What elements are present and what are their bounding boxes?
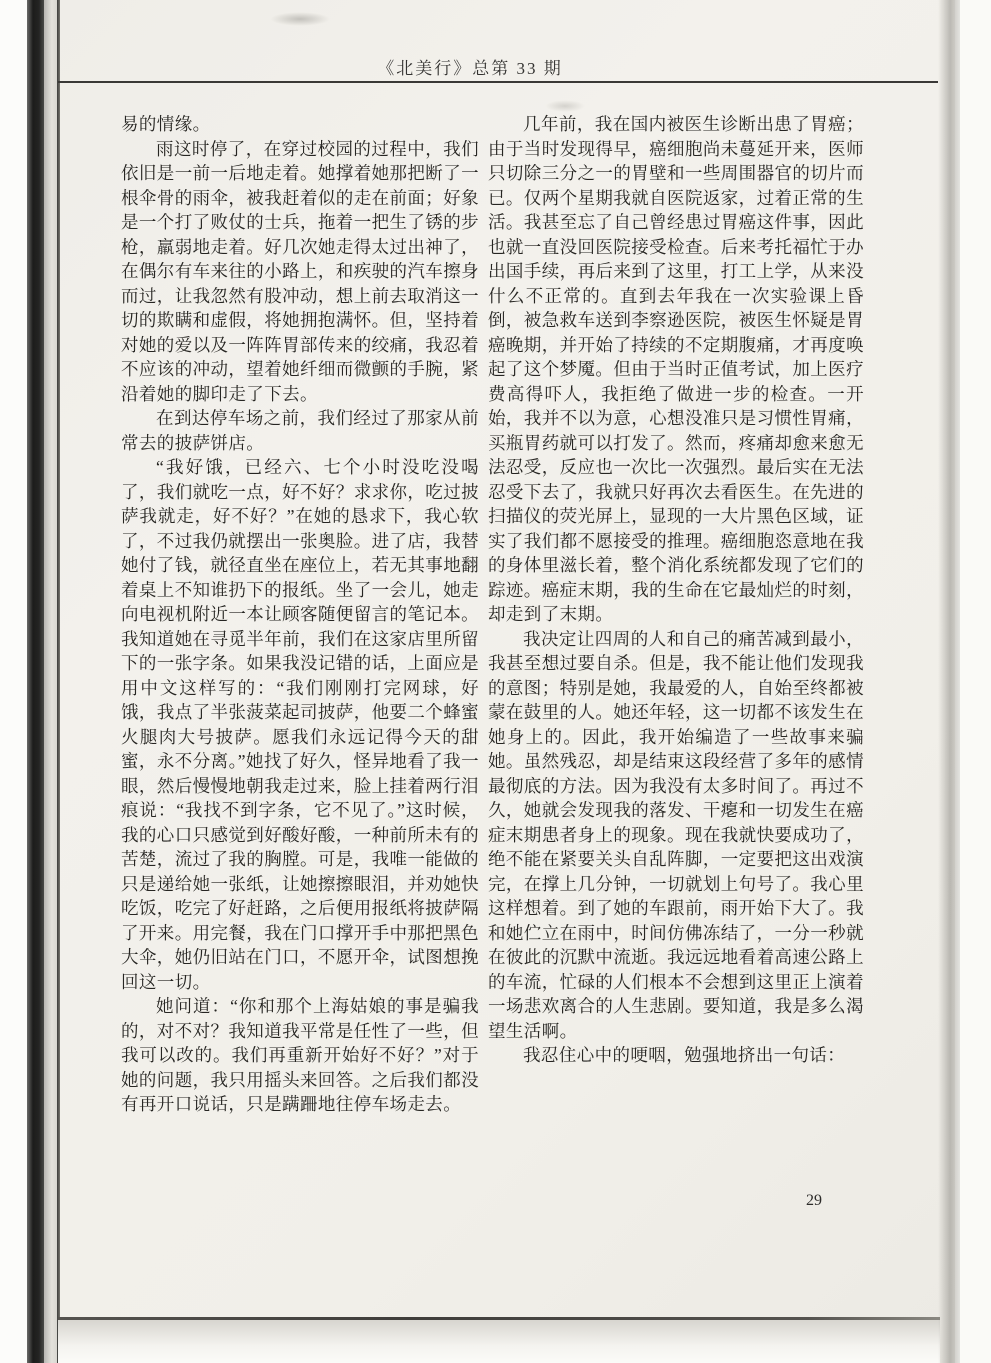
paragraph: 在到达停车场之前，我们经过了那家从前常去的披萨饼店。 bbox=[121, 408, 479, 453]
scanner-right-margin bbox=[960, 0, 991, 1363]
book-spine-shadow bbox=[27, 0, 44, 1363]
journal-header-title: 《北美行》总第 33 期 bbox=[377, 59, 563, 78]
paragraph: 雨这时停了，在穿过校园的过程中，我们依旧是一前一后地走着。她撑着她那把断了一根伞骨的雨伞，被我赶着似的走在前面；好象是一个打了败仗的士兵，拖着一把生了锈的步枪，羸弱地走着。好几次她走得太过出神了，在偶尔有车来往的小路上，和疾驶的汽车擦身而过，让我忽然有股冲动，想上前去取消这一切的欺瞒和虚假，将她拥抱满怀。但，坚持着对她的爱以及一阵阵胃部传来的绞痛，我忍着不应该的冲动，望着她纤细而微颤的手腕，紧沿着她的脚印走了下去。 bbox=[121, 138, 479, 404]
paragraph: 我决定让四周的人和自己的痛苦减到最小，我甚至想过要自杀。但是，我不能让他们发现我的意图；特别是她，我最爱的人，自始至终都被蒙在鼓里的人。她还年轻，这一切都不该发生在她身上的。因此，我开始编造了一些故事来骗她。虽然残忍，却是结束这段经营了多年的感情最彻底的方法。因为我没有太多时间了。再过不久，她就会发现我的落发、干瘪和一切发生在癌症末期患者身上的现象。现在我就快要成功了，绝不能在紧要关头自乱阵脚，一定要把这出戏演完，在撑上几分钟，一切就划上句号了。我心里这样想着。到了她的车跟前，雨开始下大了。我和她伫立在雨中，时间仿佛冻结了，一分一秒就在彼此的沉默中流逝。我远远地看着高速公路上的车流，忙碌的人们根本不会想到这里正上演着一场悲欢离合的人生悲剧。要知道，我是多么渴望生活啊。 bbox=[488, 628, 864, 1041]
header-rule bbox=[58, 81, 938, 83]
book-spine-line bbox=[57, 0, 60, 1363]
scan-smudge bbox=[270, 12, 330, 26]
right-text-column bbox=[488, 112, 864, 1068]
page-right-edge-shadow bbox=[938, 0, 960, 1363]
scan-smudge bbox=[545, 100, 585, 112]
paragraph: 我忍住心中的哽咽，勉强地挤出一句话： bbox=[523, 1045, 846, 1065]
paragraph: 她问道：“你和那个上海姑娘的事是骗我的，对不对？我知道我平常是任性了一些，但我可以改的。我们再重新开始好不好？”对于她的问题，我只用摇头来回答。之后我们都没有再开口说话，只是蹒跚地往停车场走去。 bbox=[121, 996, 479, 1114]
left-text-column bbox=[121, 112, 479, 1117]
paragraph-continuation: 易的情缘。 bbox=[121, 114, 211, 134]
page-bottom-shadow bbox=[58, 1320, 940, 1363]
scanner-left-margin bbox=[0, 0, 27, 1363]
page-number: 29 bbox=[806, 1192, 822, 1209]
paragraph: “我好饿，已经六、七个小时没吃没喝了，我们就吃一点，好不好？求求你，吃过披萨我就走，好不好？”在她的恳求下，我心软了，不过我仍就摆出一张奥脸。进了店，我替她付了钱，就径直坐在座位上，若无其事地翻着桌上不知谁扔下的报纸。坐了一会儿，她走向电视机附近一本让顾客随便留言的笔记本。我知道她在寻觅半年前，我们在这家店里所留下的一张字条。如果我没记错的话，上面应是用中文这样写的：“我们刚刚打完网球，好饿，我点了半张菠菜起司披萨，他要二个蜂蜜火腿肉大号披萨。愿我们永远记得今天的甜蜜，永不分离。”她找了好久，怪异地看了我一眼，然后慢慢地朝我走过来，脸上挂着两行泪痕说：“我找不到字条，它不见了。”这时候，我的心口只感觉到好酸好酸，一种前所未有的苦楚，流过了我的胸膛。可是，我唯一能做的只是递给她一张纸，让她擦擦眼泪，并劝她快吃饭，吃完了好赶路，之后便用报纸将披萨隔了开来。用完餐，我在门口撑开手中那把黑色大伞，她仍旧站在门口，不愿开伞，试图想挽回这一切。 bbox=[121, 457, 479, 992]
paragraph: 几年前，我在国内被医生诊断出患了胃癌；由于当时发现得早，癌细胞尚未蔓延开来，医师只切除三分之一的胃壁和一些周围器官的切片而已。仅两个星期我就自医院返家，过着正常的生活。我甚至忘了自己曾经患过胃癌这件事，因此也就一直没回医院接受检查。后来考托福忙于办出国手续，再后来到了这里，打工上学，从来没什么不正常的。直到去年我在一次实验课上昏倒，被急救车送到李察逊医院，被医生怀疑是胃癌晚期，并开始了持续的不定期腹痛，才再度唤起了这个梦魇。但由于当时正值考试，加上医疗费高得吓人，我拒绝了做进一步的检查。一开始，我并不以为意，心想没准只是习惯性胃痛，买瓶胃药就可以打发了。然而，疼痛却愈来愈无法忍受，反应也一次比一次强烈。最后实在无法忍受下去了，我就只好再次去看医生。在先进的扫描仪的荧光屏上，显现的一大片黑色区域，证实了我们都不愿接受的推理。癌细胞恣意地在我的身体里滋长着，整个消化系统都发现了它们的踪迹。癌症末期，我的生命在它最灿烂的时刻，却走到了末期。 bbox=[488, 114, 864, 624]
book-spine-gap bbox=[44, 0, 57, 1363]
